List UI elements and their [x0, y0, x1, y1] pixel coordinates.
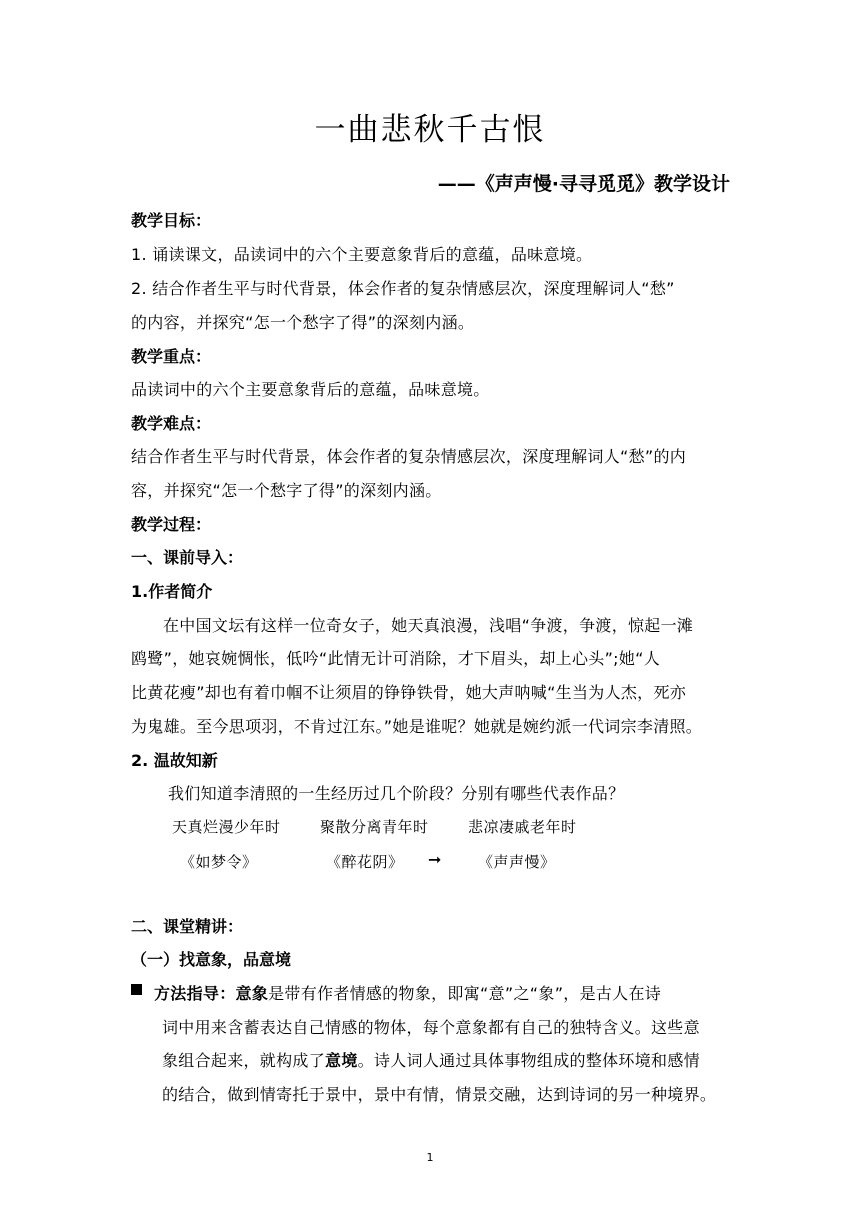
goal-item-1: 1. 诵读课文，品读词中的六个主要意象背后的意蕴，品味意境。: [131, 245, 593, 264]
part-2-heading: 二、课堂精讲：: [131, 917, 244, 936]
method-term-image: 意象: [235, 984, 269, 1003]
author-line-2: 鸥鹭”，她哀婉惆怅，低吟“此情无计可消除，才下眉头，却上心头”;她“人: [131, 649, 661, 668]
method-text-1: 是带有作者情感的物象，即寓“意”之“象”，是古人在诗: [268, 984, 662, 1003]
work-rumengling: 《如梦令》: [180, 853, 258, 871]
page-title: 一曲悲秋千古恨: [314, 112, 546, 148]
key-points-text: 品读词中的六个主要意象背后的意蕴，品味意境。: [131, 380, 490, 399]
bullet-square-icon: [131, 984, 142, 995]
method-line-3a: 象组合起来，就构成了: [162, 1051, 326, 1070]
part-1-heading: 一、课前导入：: [131, 548, 244, 567]
page-number: 1: [426, 1151, 434, 1164]
method-line-4: 的结合，做到情寄托于景中，景中有情，情景交融，达到诗词的另一种境界。: [162, 1085, 717, 1104]
author-line-4: 为鬼雄。至今思项羽，不肯过江东。”她是谁呢？她就是婉约派一代词宗李清照。: [131, 717, 703, 736]
author-line-3: 比黄花瘦”却也有着巾帼不让须眉的铮铮铁骨，她大声呐喊“生当为人杰，死亦: [131, 683, 687, 702]
arrow-right-icon: ➞: [428, 850, 442, 869]
page-subtitle: ——《声声慢·寻寻觅觅》教学设计: [437, 173, 730, 195]
section-1-heading: （一）找意象，品意境: [131, 950, 292, 969]
key-points-heading: 教学重点：: [131, 347, 212, 366]
work-shengshengman: 《声声慢》: [478, 853, 556, 871]
difficulties-line-1: 结合作者生平与时代背景，体会作者的复杂情感层次，深度理解词人“愁”的内: [131, 447, 687, 466]
stage-youth: 天真烂漫少年时: [172, 818, 281, 836]
review-heading: 2. 温故知新: [131, 751, 218, 770]
method-term-realm: 意境: [325, 1051, 358, 1070]
author-heading: 1.作者简介: [131, 582, 213, 601]
method-label: 方法指导：: [154, 984, 236, 1003]
method-line-2: 词中用来含蓄表达自己情感的物体，每个意象都有自己的独特含义。这些意: [162, 1018, 700, 1037]
method-line-3: [162, 1048, 700, 1071]
difficulties-heading: 教学难点：: [131, 414, 212, 433]
difficulties-line-2: 容，并探究“怎一个愁字了得”的深刻内涵。: [131, 481, 442, 500]
goal-item-2-line-1: 2. 结合作者生平与时代背景，体会作者的复杂情感层次，深度理解词人“愁”: [131, 279, 675, 298]
stage-old-age: 悲凉凄戚老年时: [468, 818, 577, 836]
method-line-3b: 。诗人词人通过具体事物组成的整体环境和感情: [357, 1051, 700, 1070]
process-heading: 教学过程：: [131, 515, 212, 534]
review-question: 我们知道李清照的一生经历过几个阶段？分别有哪些代表作品？: [168, 784, 625, 803]
method-line-1: [154, 981, 661, 1004]
stage-young-adult: 聚散分离青年时: [320, 818, 429, 836]
work-zuihuayin: 《醉花阴》: [326, 853, 404, 871]
author-line-1: 在中国文坛有这样一位奇女子，她天真浪漫，浅唱“争渡，争渡，惊起一滩: [163, 616, 694, 635]
goal-item-2-line-2: 的内容，并探究“怎一个愁字了得”的深刻内涵。: [131, 313, 475, 332]
goals-heading: 教学目标：: [131, 211, 212, 230]
